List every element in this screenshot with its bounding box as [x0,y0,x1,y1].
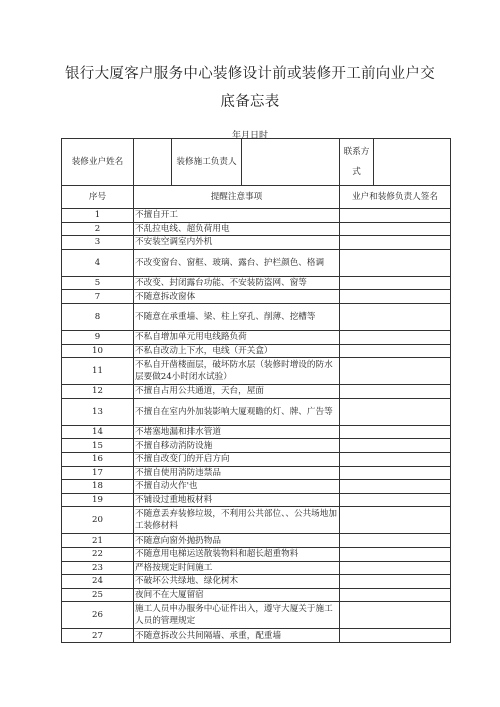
row-note: 不擅自动火作'也 [134,480,340,494]
row-signature-cell[interactable] [340,358,451,385]
row-note: 不私自增加单元用电线路负荷 [134,330,340,344]
row-index: 20 [62,507,134,534]
index-column-header: 序号 [62,186,134,209]
table-row [62,290,451,304]
row-signature-cell[interactable] [340,398,451,425]
row-note: 不随意向窗外抛扔物品 [134,534,340,548]
row-note: 不乱拉电线、超负荷用电 [134,222,340,236]
contractor-cell[interactable] [242,139,340,186]
table-row [62,303,451,330]
row-note: 不擅自移动消防设施 [134,439,340,453]
row-index: 26 [62,602,134,629]
row-signature-cell[interactable] [340,547,451,561]
contact-label: 联系方式 [340,139,374,186]
row-signature-cell[interactable] [340,452,451,466]
table-row [62,330,451,344]
row-signature-cell[interactable] [340,222,451,236]
row-index: 8 [62,303,134,330]
table-row [62,222,451,236]
row-index: 22 [62,547,134,561]
row-signature-cell[interactable] [340,480,451,494]
row-signature-cell[interactable] [340,507,451,534]
row-signature-cell[interactable] [340,629,451,643]
row-index: 18 [62,480,134,494]
table-row [62,344,451,358]
table-row [62,534,451,548]
document-title-line-2: 底备忘表 [220,94,280,110]
table-row [62,629,451,643]
row-index: 16 [62,452,134,466]
table-row [62,385,451,399]
table-row [62,575,451,589]
row-note: 不堵塞地漏和排水管道 [134,425,340,439]
table-row [62,425,451,439]
row-signature-cell[interactable] [340,602,451,629]
row-index: 17 [62,466,134,480]
date-label: 年月日时 [231,131,268,141]
table-row [62,547,451,561]
contact-cell[interactable] [374,139,451,186]
row-note: 不擅自占用公共通道，天台，屋面 [134,385,340,399]
document-title-line-1: 银行大厦客户服务中心装修设计前或装修开工前向业户交 [65,66,435,82]
table-row [62,466,451,480]
row-index: 9 [62,330,134,344]
owner-name-cell[interactable] [134,139,172,186]
row-index: 2 [62,222,134,236]
row-note: 不随意用电梯运送散装物料和超长超重物料 [134,547,340,561]
row-signature-cell[interactable] [340,493,451,507]
row-note: 不破坏公共绿地、绿化树木 [134,575,340,589]
row-signature-cell[interactable] [340,439,451,453]
row-note: 不铺设过重地板材料 [134,493,340,507]
row-signature-cell[interactable] [340,236,451,250]
owner-info-row [62,139,451,186]
row-note: 不改变窗台、窗框、玻璃、露台、护栏颜色、格调 [134,249,340,276]
row-index: 21 [62,534,134,548]
row-index: 25 [62,588,134,602]
table-row [62,276,451,290]
row-index: 5 [62,276,134,290]
table-row [62,209,451,223]
table-row [62,236,451,250]
row-index: 13 [62,398,134,425]
notes-column-header: 提醒注意事项 [134,186,340,209]
signature-column-header: 业户和装修负责人签名 [340,186,451,209]
row-note: 不私自开凿楼面层，破坏防水层（装修时增设的防水层要做24小时闭水试验） [134,358,340,385]
table-row [62,398,451,425]
row-signature-cell[interactable] [340,330,451,344]
row-index: 12 [62,385,134,399]
row-note: 不安装空调室内外机 [134,236,340,250]
column-header-row [62,186,451,209]
table-row [62,480,451,494]
row-index: 27 [62,629,134,643]
row-signature-cell[interactable] [340,209,451,223]
row-index: 7 [62,290,134,304]
row-index: 1 [62,209,134,223]
row-note: 不随意丢弃装修垃圾，不利用公共部位、、公共场地加工装修材料 [134,507,340,534]
row-index: 10 [62,344,134,358]
row-signature-cell[interactable] [340,276,451,290]
row-index: 19 [62,493,134,507]
table-row [62,561,451,575]
row-index: 15 [62,439,134,453]
row-note: 不擅自在室内外加装影响大厦观瞻的灯、牌、广告等 [134,398,340,425]
row-signature-cell[interactable] [340,385,451,399]
row-note: 不擅自改变门的开启方向 [134,452,340,466]
row-index: 3 [62,236,134,250]
row-signature-cell[interactable] [340,303,451,330]
row-signature-cell[interactable] [340,561,451,575]
row-index: 4 [62,249,134,276]
row-note: 不改变、封闭露台功能、不安装防盗网、窗等 [134,276,340,290]
row-signature-cell[interactable] [340,575,451,589]
row-note: 施工人员申办服务中心证件出入，遵守大厦关于施工人员的管理规定 [134,602,340,629]
row-note: 不私自改动上下水，电线（开关盒） [134,344,340,358]
row-signature-cell[interactable] [340,344,451,358]
row-signature-cell[interactable] [340,534,451,548]
row-index: 23 [62,561,134,575]
table-row [62,439,451,453]
row-index: 14 [62,425,134,439]
row-note: 严格按规定时间施工 [134,561,340,575]
owner-name-label: 装修业户姓名 [62,139,134,186]
table-row [62,507,451,534]
table-row [62,249,451,276]
row-signature-cell[interactable] [340,466,451,480]
row-note: 不随意拆改窗体 [134,290,340,304]
row-note: 不擅自使用消防违禁品 [134,466,340,480]
table-row [62,358,451,385]
table-row [62,452,451,466]
row-index: 11 [62,358,134,385]
row-signature-cell[interactable] [340,290,451,304]
row-signature-cell[interactable] [340,249,451,276]
table-row [62,493,451,507]
memo-table [61,138,451,643]
contractor-label: 装修施工负责人 [172,139,242,186]
table-row [62,602,451,629]
table-row [62,588,451,602]
row-note: 夜间不在大厦留宿 [134,588,340,602]
row-signature-cell[interactable] [340,425,451,439]
row-note: 不随意拆改公共间隔墙、承重，配重墙 [134,629,340,643]
row-index: 24 [62,575,134,589]
row-note: 不随意在承重墙、梁、柱上穿孔、削薄、挖槽等 [134,303,340,330]
row-note: 不擅自开工 [134,209,340,223]
row-signature-cell[interactable] [340,588,451,602]
